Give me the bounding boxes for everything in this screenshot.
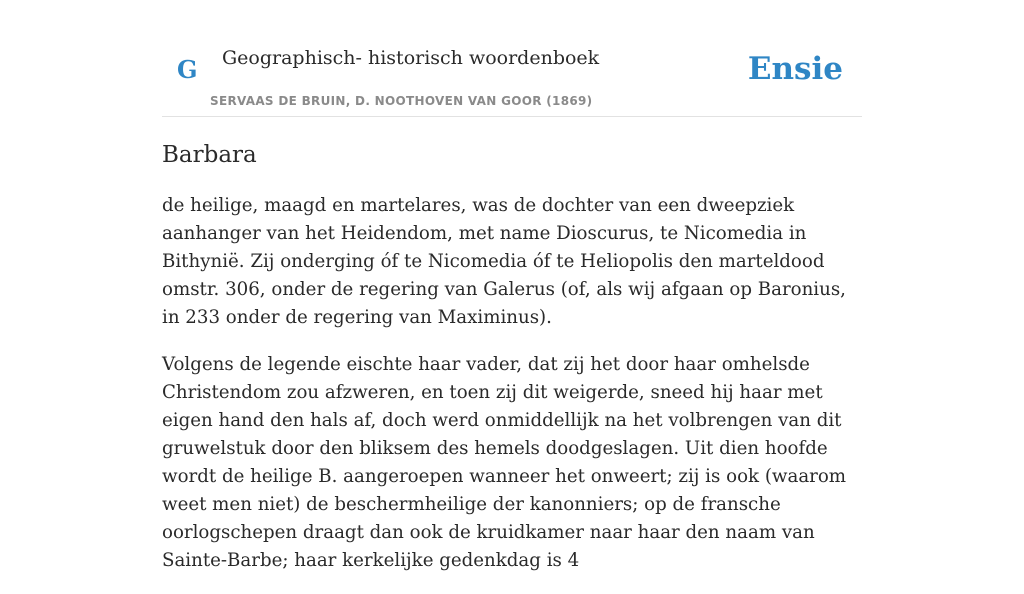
entry-paragraph: de heilige, maagd en martelares, was de dochter van een dweepziek aanhanger van het Heidendom, met name Dioscurus, te Nicomedia in Bithynië. Zij onderging óf te Nicomedia óf te Heliopolis den marteldood omstr. 306, onder de regering van Galerus (of, als wij afgaan op Baronius, in 233 onder de regering van Maximinus). xyxy=(162,195,846,328)
entry-paragraph: Volgens de legende eischte haar vader, dat zij het door haar omhelsde Christendom zou afzweren, en toen zij dit weigerde, sneed hij haar met eigen hand den hals af, doch werd onmiddellijk na het volbrengen van dit gruwelstuk door den bliksem des hemels doodgeslagen. Uit dien hoofde wordt de heilige B. aangeroepen wanneer het onweert; zij is ook (waarom weet men niet) de beschermheilige der kanonniers; op de fransche oorlogschepen draagt dan ook de kruidkamer naar haar den naam van Sainte-Barbe; haar kerkelijke gedenkdag is 4 xyxy=(162,354,847,571)
book-header xyxy=(162,0,862,117)
letter-badge[interactable]: G xyxy=(177,55,198,84)
page xyxy=(162,0,862,571)
ensie-logo[interactable]: Ensie xyxy=(747,51,843,87)
entry-title: Barbara xyxy=(162,142,257,168)
book-author: SERVAAS DE BRUIN, D. NOOTHOVEN VAN GOOR (1869) xyxy=(210,94,593,108)
entry-body xyxy=(162,192,862,594)
book-title[interactable]: Geographisch- historisch woordenboek xyxy=(222,47,600,69)
